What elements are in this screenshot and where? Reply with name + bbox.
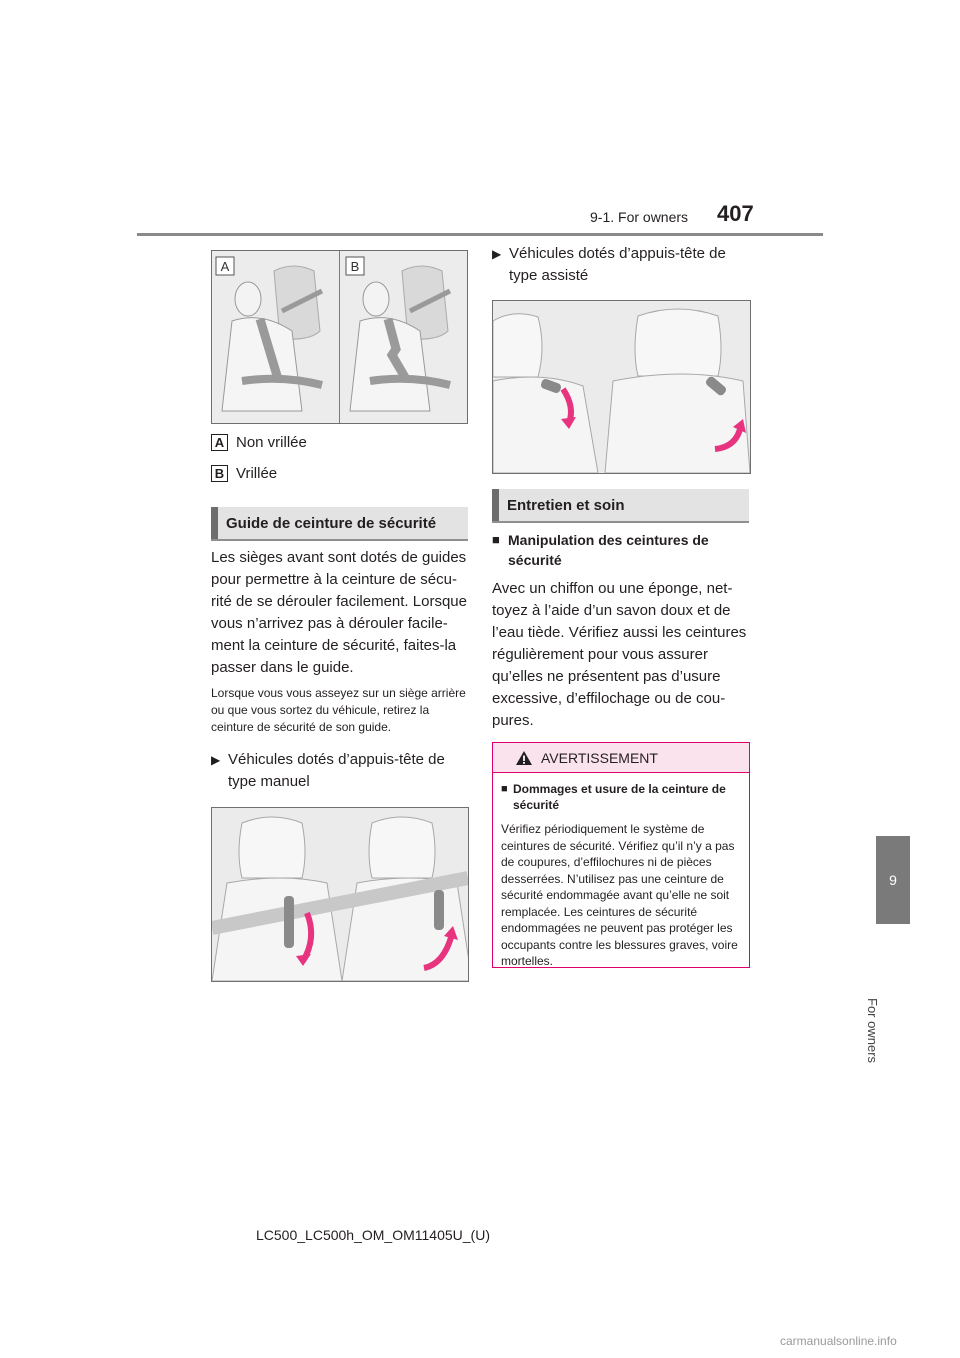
chapter-tab xyxy=(876,836,910,924)
bullet-assisted-headrest-text: Véhicules dotés d’appuis-tête de type assisté xyxy=(509,245,726,284)
bullet-triangle-icon: ▶ xyxy=(492,247,502,261)
square-bullet-icon: ■ xyxy=(492,532,500,547)
bullet-manual-headrest xyxy=(211,749,469,793)
chapter-side-label xyxy=(865,938,918,1064)
badge-b: B xyxy=(211,465,228,482)
warning-body xyxy=(493,773,749,970)
belt-guide-note: Lorsque vous vous asseyez sur un siège arrière ou que vous sortez du véhicule, retirez la ceinture de sécurité de son guide. xyxy=(211,686,466,734)
figure-label-a xyxy=(211,434,307,451)
figure-label-a-text: Non vrillée xyxy=(236,434,307,451)
svg-text:A: A xyxy=(220,259,230,274)
belt-guide-paragraph: Les sièges avant sont dotés de guides pour permettre à la ceinture de sécu-rité de se dérouler facilement. Lorsque vous n’arrivez pas à dérouler facile-ment la ceinture de sécurité, faites-la passer dans le guide. xyxy=(211,549,467,676)
section-heading-bar xyxy=(492,489,499,521)
section-heading-care xyxy=(492,489,749,523)
warning-text: Vérifiez périodiquement le système de ceintures de sécurité. Vérifiez qu’il n’y a pas de coupures, d’effilochures ni de pièces desserrées. N’utilisez pas une ceinture de sécurité endommagée avant qu’elle ne soit remplacée. Les ceintures de sécurité endommagées ne peuvent pas protéger les occupants contre les blessures graves, voire mortelles. xyxy=(501,822,738,968)
header-section-title: 9-1. For owners xyxy=(590,209,689,225)
warning-header xyxy=(493,743,749,773)
belt-twist-illustration xyxy=(212,251,467,423)
section-heading-belt-guide xyxy=(211,507,468,541)
warning-title: AVERTISSEMENT xyxy=(541,749,658,766)
sub-heading-belt-handling xyxy=(492,530,750,570)
header-rule xyxy=(137,233,823,236)
manual-headrest-illustration xyxy=(212,808,468,981)
watermark: carmanualsonline.info xyxy=(780,1334,897,1348)
figure-label-b xyxy=(211,465,277,482)
warning-heading-text: Dommages et usure de la ceinture de sécurité xyxy=(513,782,726,812)
care-paragraph: Avec un chiffon ou une éponge, net-toyez à l’aide d’un savon doux et de l’eau tiède. Vérifiez aussi les ceintures régulièrement pour vous assurer qu’elles ne présentent pas d’usure excessive, d’effilochage ou de cou-pures. xyxy=(492,580,747,729)
sub-heading-belt-handling-text: Manipulation des ceintures de sécurité xyxy=(508,532,709,568)
footer-document-code: LC500_LC500h_OM_OM11405U_(U) xyxy=(256,1227,490,1243)
warning-triangle-icon xyxy=(515,750,533,766)
figure-assisted-headrest xyxy=(492,300,751,474)
bullet-assisted-headrest xyxy=(492,243,750,287)
page-number: 407 xyxy=(717,201,754,226)
bullet-triangle-icon: ▶ xyxy=(211,753,221,767)
warning-heading xyxy=(501,781,741,813)
figure-belt-twist xyxy=(211,250,468,424)
warning-box xyxy=(492,742,750,968)
chapter-number: 9 xyxy=(889,872,897,888)
assisted-headrest-illustration xyxy=(493,301,750,473)
figure-manual-headrest xyxy=(211,807,469,982)
section-heading-care-text: Entretien et soin xyxy=(507,496,625,514)
figure-label-b-text: Vrillée xyxy=(236,465,278,482)
svg-text:B: B xyxy=(350,259,360,274)
square-bullet-icon: ■ xyxy=(501,783,508,795)
chapter-label: For owners xyxy=(865,998,880,1064)
section-heading-belt-guide-text: Guide de ceinture de sécurité xyxy=(226,514,437,532)
bullet-manual-headrest-text: Véhicules dotés d’appuis-tête de type manuel xyxy=(228,751,445,790)
section-heading-bar xyxy=(211,507,218,539)
badge-a: A xyxy=(211,434,228,451)
